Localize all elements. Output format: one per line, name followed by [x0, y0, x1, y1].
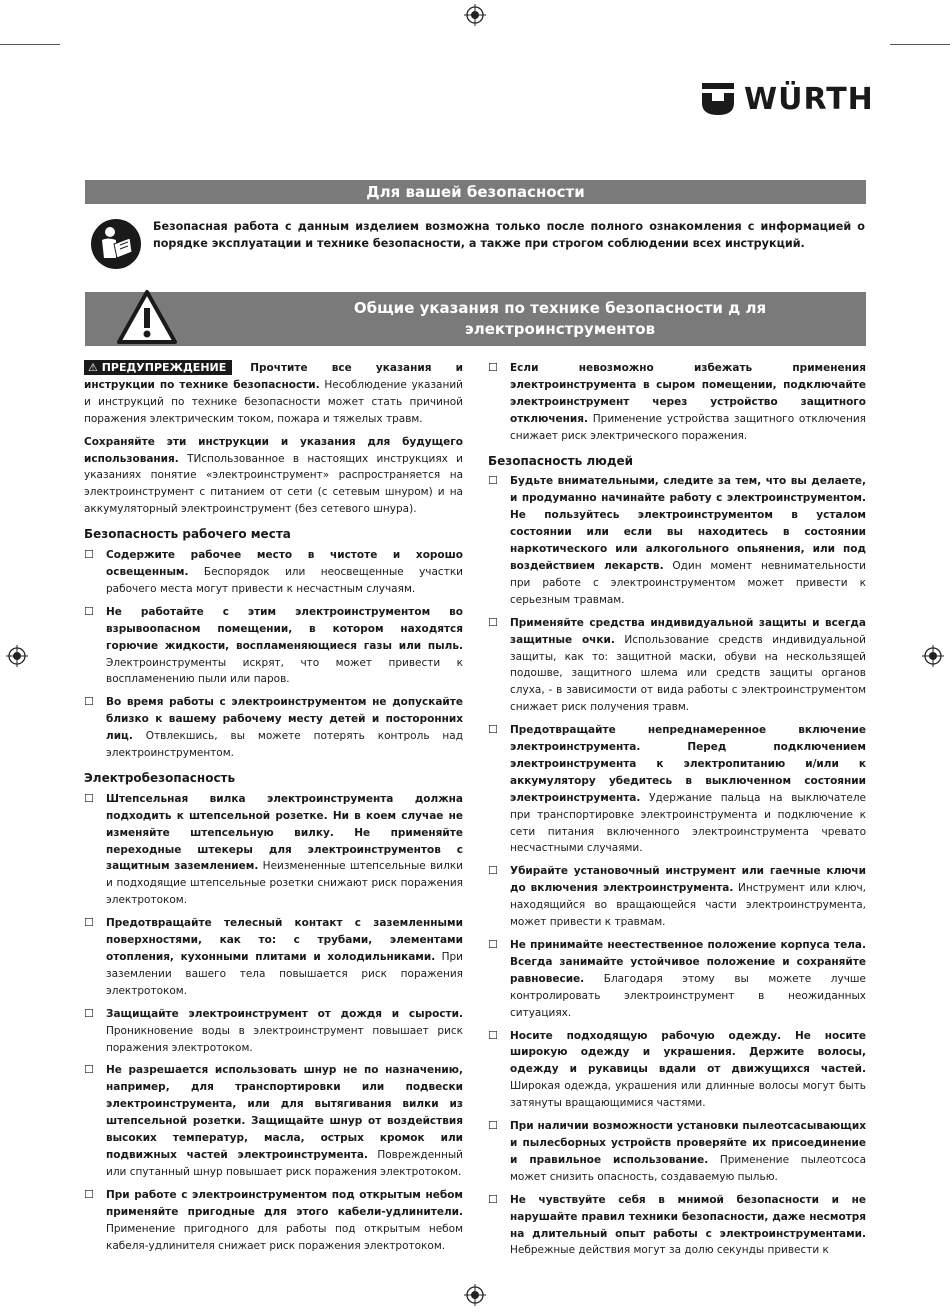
list-item	[488, 1028, 866, 1113]
warning-triangle-icon	[115, 288, 179, 346]
checkbox-icon: ☐	[84, 604, 94, 618]
checkbox-icon: ☐	[488, 938, 498, 951]
crop-mark	[890, 44, 950, 45]
section-title: Общие указания по технике безопасности д ля электроинструментов	[353, 299, 767, 338]
item-text: Применение устройства защитного отключения снижает риск электрического поражения.	[510, 412, 866, 442]
item-bold: Носите подходящую рабочую одежду. Не носите широкую одежду и украшения. Держите волосы, одежду и рукавицы вдали от движущихся частей.	[510, 1029, 866, 1076]
checkbox-icon: ☐	[488, 1192, 498, 1206]
list-item	[488, 615, 866, 716]
warning-badge: ⚠ ПРЕДУПРЕЖДЕНИЕ	[84, 360, 232, 375]
left-column	[84, 360, 463, 1260]
checkbox-icon: ☐	[84, 695, 94, 709]
warning-badge-label: ПРЕДУПРЕЖДЕНИЕ	[101, 361, 227, 374]
list-item	[84, 547, 463, 598]
list-item	[488, 937, 866, 1022]
list-item	[84, 791, 463, 909]
crop-mark	[0, 44, 60, 45]
intro-text: Безопасная работа с данным изделием возможна только после полного ознакомления с информацией о порядке эксплуатации и технике безопасности, а также при строгом соблюдении всех инструкций.	[153, 220, 865, 250]
item-bold: Не разрешается использовать шнур не по назначению, например, для транспортировки или подвески электроинструмента, или для вытягивания вилки из штепсельной розетки. Защищайте шнур от воздействия высоких температур, масла, острых кромок или подвижных частей электроинструмента.	[106, 1064, 463, 1161]
checkbox-icon: ☐	[488, 615, 498, 629]
item-bold: Не чувствуйте себя в мнимой безопасности и не нарушайте правил техники безопасности, даже несмотря на длительный опыт работы с электроинструментами.	[510, 1193, 866, 1240]
warning-paragraph	[84, 360, 463, 428]
list-item	[488, 473, 866, 608]
item-bold: Применяйте средства индивидуальной защиты и всегда защитные очки.	[510, 616, 866, 646]
brand-name: WÜRTH	[744, 82, 874, 117]
warning-bold: Прочтите все указания и инструкции по технике безопасности.	[84, 362, 463, 391]
list-item	[84, 1062, 463, 1180]
registration-mark-icon	[464, 1284, 486, 1306]
checkbox-icon: ☐	[488, 361, 498, 374]
item-text: Отвлекшись, вы можете потерять контроль над электроинструментом.	[106, 730, 463, 760]
heading-personal: Безопасность людей	[488, 453, 634, 468]
checkbox-icon: ☐	[488, 723, 498, 737]
list-item	[84, 1187, 463, 1255]
item-bold: Не принимайте неестественное положение корпуса тела. Всегда занимайте устойчивое положение и сохраняйте равновесие.	[510, 939, 866, 985]
list-item	[488, 1192, 866, 1260]
item-text: Благодаря этому вы можете лучше контролировать электроинструмент в неожиданных ситуациях.	[510, 972, 866, 1019]
checkbox-icon: ☐	[84, 791, 94, 805]
item-text: Проникновение воды в электроинструмент повышает риск поражения электротоком.	[106, 1024, 463, 1054]
list-item	[488, 360, 866, 445]
list-item	[488, 1118, 866, 1186]
read-manual-icon	[90, 218, 142, 270]
registration-mark-icon	[922, 645, 944, 667]
item-bold: Предотвращайте непреднамеренное включение электроинструмента. Перед подключением электроинструмента к электропитанию и/или к аккумулятору убедитесь в выключенном состоянии электроинструмента.	[510, 724, 866, 804]
checkbox-icon: ☐	[84, 916, 94, 930]
item-bold: Не работайте с этим электроинструментом во взрывоопасном помещении, в котором находятся горючие жидкости, воспламеняющиеся газы или пыль.	[106, 605, 463, 652]
keep-paragraph	[84, 434, 463, 519]
list-item	[84, 604, 463, 689]
list-item	[488, 863, 866, 931]
item-bold: Защищайте электроинструмент от дождя и сырости.	[106, 1007, 463, 1020]
registration-mark-icon	[6, 645, 28, 667]
list-item	[84, 915, 463, 1000]
wurth-logo-icon	[700, 83, 736, 117]
checkbox-icon: ☐	[488, 1028, 498, 1042]
checkbox-icon: ☐	[488, 864, 498, 878]
item-text: Один момент невнимательности при работе с электроинструментом может привести к серьезным травмам.	[510, 559, 866, 606]
wurth-logo	[700, 82, 874, 117]
section-header-safety: Для вашей безопасности	[85, 180, 866, 204]
item-text: Удержание пальца на выключателе при транспортировке электроинструмента и подключение к сети питания включенного электроинструмента чревато несчастными случаями.	[510, 791, 866, 855]
checkbox-icon: ☐	[84, 548, 94, 562]
registration-mark-icon	[464, 4, 486, 26]
item-text: Инструмент или ключ, находящийся во вращающейся части электроинструмента, может привести к травмам.	[510, 882, 866, 929]
item-text: Применение пригодного для работы под открытым небом кабеля-удлинителя снижает риск поражения электротоком.	[106, 1222, 463, 1252]
item-bold: При работе с электроинструментом под открытым небом применяйте пригодные для этого кабели-удлинители.	[106, 1188, 463, 1218]
list-item	[84, 1006, 463, 1057]
checkbox-icon: ☐	[84, 1063, 94, 1077]
item-text: Небрежные действия могут за долю секунды привести к	[510, 1244, 829, 1257]
warning-text: Несоблюдение указаний и инструкций по технике безопасности может стать причиной поражения электрическим током, пожара и тяжелых травм.	[84, 378, 463, 425]
item-bold: Будьте внимательными, следите за тем, что вы делаете, и продуманно начинайте работу с электроинструментом. Не пользуйтесь электроинструментом в усталом состоянии или если вы находитесь в состоянии наркотического или алкогольного опьянения, или под воздействием лекарств.	[510, 475, 866, 572]
checkbox-icon: ☐	[488, 474, 498, 488]
keep-text: ТИспользованное в настоящих инструкциях и указаниях понятие «электроинструмент» распространяется на электроинструмент с питанием от сети (с сетевым шнуром) и на аккумуляторный электроинструмент (без сетевого шнура).	[84, 452, 463, 516]
heading-workplace: Безопасность рабочего места	[84, 527, 291, 542]
list-item	[84, 694, 463, 762]
section-header-general	[85, 292, 866, 346]
item-text: Неизмененные штепсельные вилки и подходящие штепсельные розетки снижают риск поражения электротоком.	[106, 860, 463, 907]
list-item	[488, 722, 866, 857]
item-text: Электроинструменты искрят, что может привести к воспламенению пыли или паров.	[106, 656, 463, 686]
checkbox-icon: ☐	[488, 1119, 498, 1133]
checkbox-icon: ☐	[84, 1187, 94, 1201]
checkbox-icon: ☐	[84, 1006, 94, 1020]
right-column	[488, 360, 866, 1265]
item-bold: Предотвращайте телесный контакт с заземленными поверхностями, как то: с трубами, элементами отопления, кухонными плитами и холодильниками.	[106, 917, 463, 963]
item-bold: Штепсельная вилка электроинструмента должна подходить к штепсельной розетке. Ни в коем случае не изменяйте штепсельную вилку. Не применяйте переходные штекеры для электроинструментов с защитным заземлением.	[106, 792, 463, 873]
item-bold: Во время работы с электроинструментом не допускайте близко к вашему рабочему месту детей и посторонних лиц.	[106, 696, 463, 743]
item-text: Использование средств индивидуальной защиты, как то: защитной маски, обуви на нескользящей подошве, защитного шлема или средств защиты органов слуха, - в зависимости от вида работы с электроинструментом снижает риск получения травм.	[510, 633, 866, 714]
item-bold: Если невозможно избежать применения электроинструмента в сыром помещении, подключайте электроинструмент через устройство защитного отключения.	[510, 362, 866, 425]
item-bold: При наличии возможности установки пылеотсасывающих и пылесборных устройств проверяйте их присоединение и правильное использование.	[510, 1120, 866, 1166]
item-text: Поврежденный или спутанный шнур повышает риск поражения электротоком.	[106, 1148, 463, 1178]
item-text: При заземлении вашего тела повышается риск поражения электротоком.	[106, 951, 463, 997]
keep-bold: Сохраняйте эти инструкции и указания для будущего использования.	[84, 435, 463, 465]
item-bold: Убирайте установочный инструмент или гаечные ключи до включения электроинструмента.	[510, 865, 866, 895]
item-bold: Содержите рабочее место в чистоте и хорошо освещенным.	[106, 549, 463, 578]
item-text: Беспорядок или неосвещенные участки рабочего места могут привести к несчастным случаям.	[106, 565, 463, 595]
item-text: Широкая одежда, украшения или длинные волосы могут быть затянуты вращающимися частями.	[510, 1080, 866, 1110]
heading-electrical: Электробезопасность	[84, 770, 236, 785]
item-text: Применение пылеотсоса может снизить опасность, создаваемую пылью.	[510, 1153, 866, 1183]
